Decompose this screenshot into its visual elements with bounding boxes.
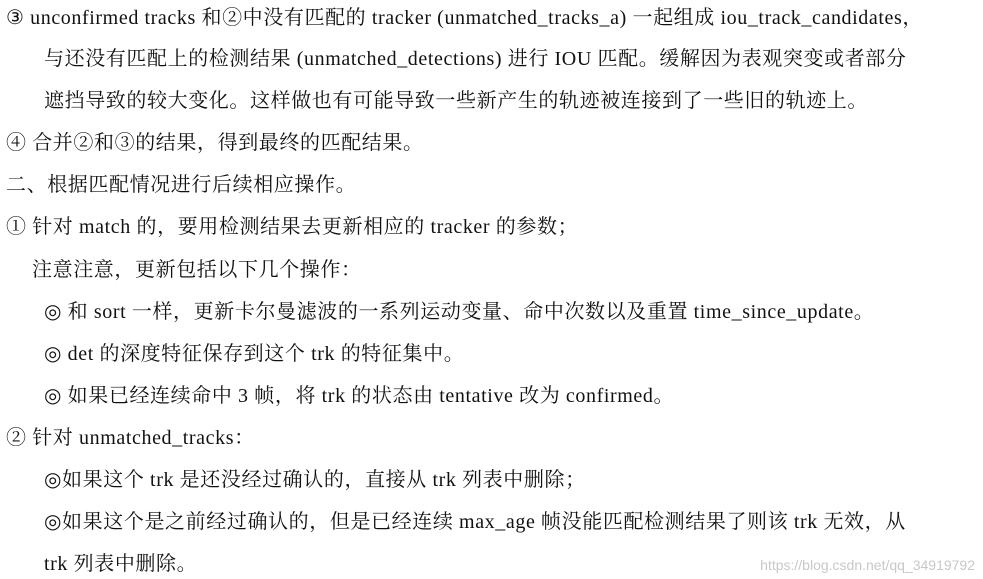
text-line-2: 与还没有匹配上的检测结果 (unmatched_detections) 进行 IOU 匹配。缓解因为表观突变或者部分 [44,48,907,70]
bullet-item-1: ◎ 和 sort 一样，更新卡尔曼滤波的一系列运动变量、命中次数以及重置 time_since_update。 [44,301,875,323]
bullet-item-5: ◎如果这个是之前经过确认的，但是已经连续 max_age 帧没能匹配检测结果了则该 trk 无效，从 [44,511,906,533]
watermark: https://blog.csdn.net/qq_34919792 [760,557,975,573]
bullet-item-3: ◎ 如果已经连续命中 3 帧，将 trk 的状态由 tentative 改为 confirmed。 [44,385,675,407]
text-line-7: 注意注意，更新包括以下几个操作： [32,259,362,281]
text-line-1: ③ unconfirmed tracks 和②中没有匹配的 tracker (unmatched_tracks_a) 一起组成 iou_track_candidates， [6,7,924,29]
text-line-4: ④ 合并②和③的结果，得到最终的匹配结果。 [6,132,424,154]
text-line-11: ② 针对 unmatched_tracks： [6,427,255,449]
text-line-14: trk 列表中删除。 [44,553,198,575]
text-line-3: 遮挡导致的较大变化。这样做也有可能导致一些新产生的轨迹被连接到了一些旧的轨迹上。 [44,90,868,112]
section-heading: 二、根据匹配情况进行后续相应操作。 [6,174,357,196]
bullet-item-2: ◎ det 的深度特征保存到这个 trk 的特征集中。 [44,343,465,365]
bullet-item-4: ◎如果这个 trk 是还没经过确认的，直接从 trk 列表中删除； [44,469,586,491]
text-line-6: ① 针对 match 的，要用检测结果去更新相应的 tracker 的参数； [6,216,579,238]
